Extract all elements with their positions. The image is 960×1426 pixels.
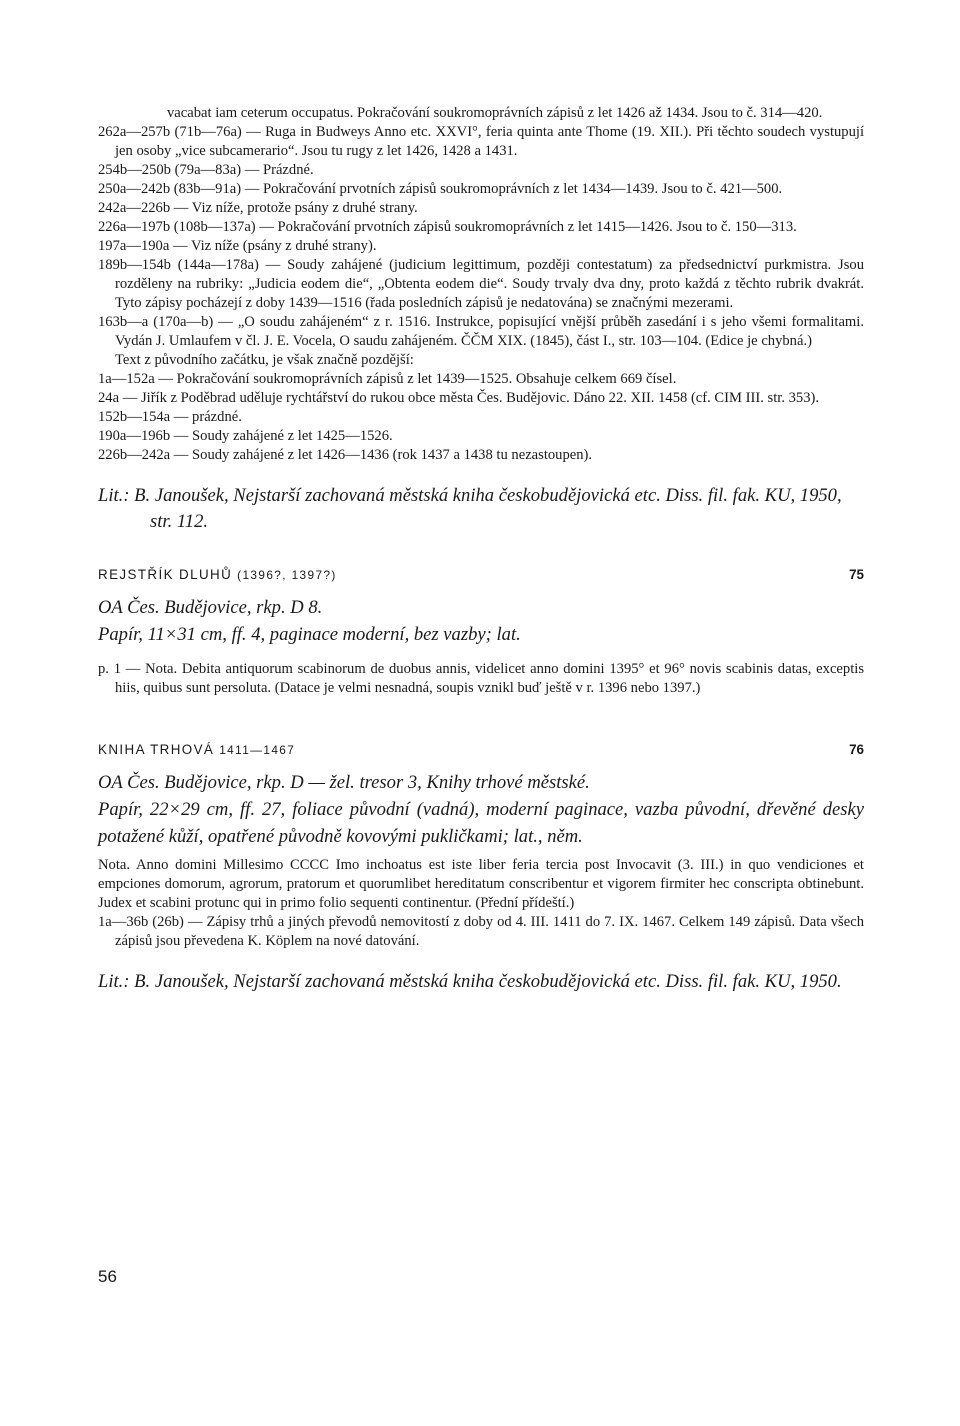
page-number: 56: [98, 1267, 117, 1286]
physical-description: Papír, 11×31 cm, ff. 4, paginace moderní, bez vazby; lat.: [98, 624, 521, 645]
entry-text: 163b—a (170a—b) — „O soudu zahájeném“ z r. 1516. Instrukce, popisující vnější průběh zasedání i s jeho všemi formalitami. Vydán J. Umlaufem v čl. J. E. Vocela, O saudu zahájeném. ČČM XIX. (1845), část I., str. 103—104. (Edice je chybná.): [98, 314, 864, 349]
entry-text: 262a—257b (71b—76a) — Ruga in Budweys Anno etc. XXVI°, feria quinta ante Thome (19. XII.). Při těchto soudech vystupují jen osoby „vice subcamerario“. Jsou tu rugy z let 1426, 1428 a 1431.: [98, 124, 864, 159]
section-heading: [98, 567, 864, 582]
literature-reference: [98, 969, 864, 995]
entry-text: 250a—242b (83b—91a) — Pokračování prvotních zápisů soukromoprávních z let 1434—1439. Jsou to č. 421—500.: [98, 181, 783, 197]
section-heading: [98, 742, 864, 757]
entry-text: 242a—226b — Viz níže, protože psány z druhé strany.: [98, 200, 418, 216]
section-title: KNIHA TRHOVÁ: [98, 742, 215, 757]
entry-text: 226b—242a — Soudy zahájené z let 1426—1436 (rok 1437 a 1438 tu nezastoupen).: [98, 447, 593, 463]
section-number: 75: [849, 567, 864, 582]
entry-text: 190a—196b — Soudy zahájené z let 1425—1526.: [98, 428, 393, 444]
literature-text: B. Janoušek, Nejstarší zachovaná městská kniha českobudějovická etc. Diss. fil. fak. KU, 1950.: [134, 971, 842, 992]
section-number: 76: [849, 742, 864, 757]
section-title: REJSTŘÍK DLUHŮ: [98, 567, 233, 582]
literature-reference: [98, 483, 864, 535]
entry-text: 152b—154a — prázdné.: [98, 409, 242, 425]
entry-text: 24a — Jiřík z Poděbrad uděluje rychtářství do rukou obce města Čes. Budějovic. Dáno 22. XII. 1458 (cf. CIM III. str. 353).: [98, 390, 820, 406]
document-page: [98, 104, 864, 995]
entry-text: 226a—197b (108b—137a) — Pokračování prvotních zápisů soukromoprávních z let 1415—1426. Jsou to č. 150—313.: [98, 219, 797, 235]
entry-text: 1a—36b (26b) — Zápisy trhů a jiných převodů nemovitostí z doby od 4. III. 1411 do 7. IX. 1467. Celkem 149 zápisů. Data všech zápisů jsou převedena K. Köplem na nové datování.: [98, 914, 864, 949]
literature-text: B. Janoušek, Nejstarší zachovaná městská kniha českobudějovická etc. Diss. fil. fak. KU, 1950, str. 112.: [134, 485, 842, 532]
section-years: 1411—1467: [219, 743, 296, 757]
entry-text: 189b—154b (144a—178a) — Soudy zahájené (judicium legittimum, později contestatum) za předsednictví purkmistra. Jsou rozděleny na rubriky: „Judicia eodem die“, „Obtenta eodem die“. Soudy trvaly dva dny, proto každá z těchto rubrik dvakrát. Tyto zápisy pocházejí z doby 1439—1516 (řada posledních zápisů je nedatována) se značnými mezerami.: [98, 257, 864, 311]
literature-label: Lit.:: [98, 485, 130, 506]
entry-text: 254b—250b (79a—83a) — Prázdné.: [98, 162, 314, 178]
section-continued-entries: [98, 104, 864, 465]
archive-reference: OA Čes. Budějovice, rkp. D — žel. tresor 3, Knihy trhové městské.: [98, 772, 590, 793]
entry-text: p. 1 — Nota. Debita antiquorum scabinorum de duobus annis, videlicet anno domini 1395° et 96° novis scabinis datas, exceptis hiis, quibus sunt persoluta. (Datace je velmi nesnadná, soupis vznikl buď ještě v r. 1396 nebo 1397.): [98, 661, 864, 696]
entry-text: vacabat iam ceterum occupatus. Pokračování soukromoprávních zápisů z let 1426 až 1434. Jsou to č. 314—420.: [167, 105, 823, 121]
archive-reference: OA Čes. Budějovice, rkp. D 8.: [98, 597, 323, 618]
entry-text: 197a—190a — Viz níže (psány z druhé strany).: [98, 238, 377, 254]
section-years: (1396?, 1397?): [237, 568, 337, 582]
entry-text: Nota. Anno domini Millesimo CCCC Imo inchoatus est iste liber feria tercia post Invocavit (3. III.) in quo vendiciones et empciones domorum, agrorum, pratorum et quorumlibet hereditatum conscribentur et vigorem firmiter hec conscripta obtinebunt. Judex et scabini protunc qui in primo folio sequenti continentur. (Přední přídeští.): [98, 857, 864, 911]
entry-text: 1a—152a — Pokračování soukromoprávních zápisů z let 1439—1525. Obsahuje celkem 669 čísel.: [98, 371, 677, 387]
literature-label: Lit.:: [98, 971, 130, 992]
entry-text: Text z původního začátku, je však značně pozdější:: [115, 352, 414, 368]
physical-description: Papír, 22×29 cm, ff. 27, foliace původní (vadná), moderní paginace, vazba původní, dřevěné desky potažené kůží, opatřené původně kovovými pukličkami; lat., něm.: [98, 799, 864, 847]
